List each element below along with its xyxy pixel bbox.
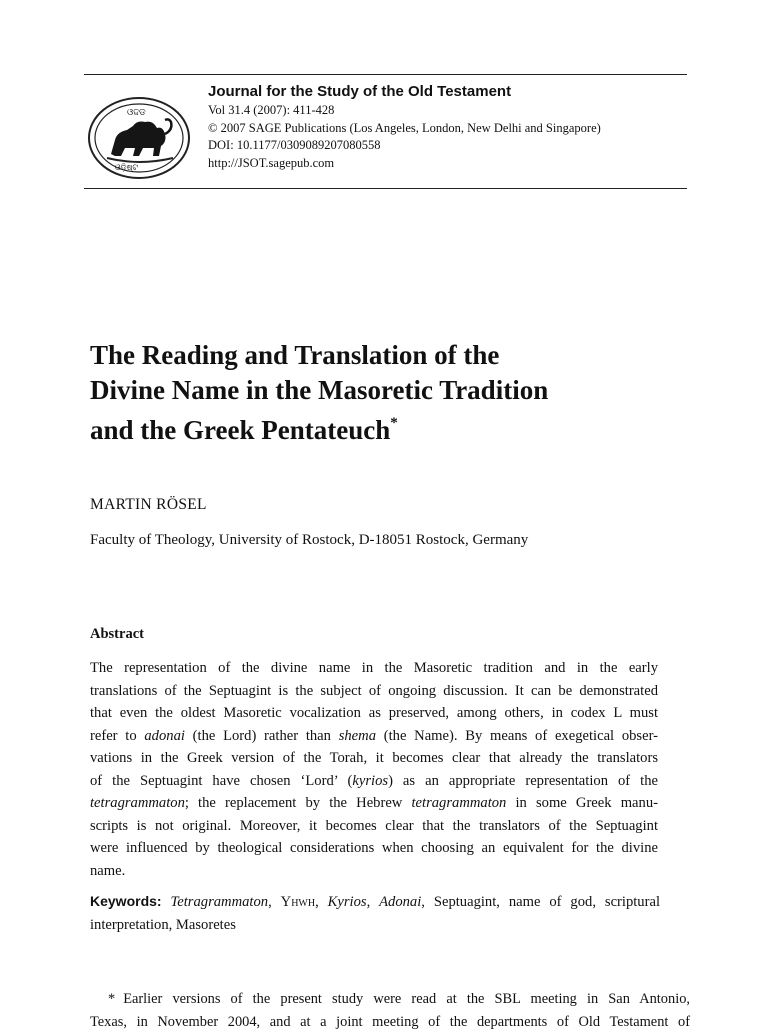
article-title <box>90 338 690 448</box>
journal-url[interactable]: http://JSOT.sagepub.com <box>208 155 335 170</box>
title-footnote-mark[interactable]: * <box>390 415 398 431</box>
journal-copyright: © 2007 SAGE Publications (Los Angeles, London, New Delhi and Singapore) <box>208 120 601 135</box>
header-bottom-rule <box>84 188 687 189</box>
header-top-rule <box>84 74 687 75</box>
author-affiliation: Faculty of Theology, University of Rostock, D-18051 Rostock, Germany <box>90 532 529 548</box>
lion-seal-logo <box>87 96 191 180</box>
term-tetragrammaton: tetragrammaton <box>411 795 507 811</box>
abstract-body <box>90 657 658 882</box>
keywords-line: interpretation, Masoretes <box>90 916 236 933</box>
footnote-mark: * <box>108 991 116 1007</box>
title-line-2: Divine Name in the Masoretic Tradition <box>90 375 549 405</box>
term-adonai: adonai <box>144 727 185 744</box>
abstract-line: that even the oldest Masoretic vocalization as preserved, among others, in codex L must <box>90 705 658 721</box>
seal-inscription-bottom: ଓଡ଼ିଷ୍ଟ <box>115 163 138 172</box>
author-name: MARTIN RÖSEL <box>90 496 207 513</box>
abstract-line: The representation of the divine name in the Masoretic tradition and in the early <box>90 660 658 676</box>
keyword: Adonai <box>379 894 422 910</box>
journal-title: Journal for the Study of the Old Testament <box>208 83 512 100</box>
abstract-line: name. <box>90 862 126 879</box>
keywords-label: Keywords: <box>90 893 162 909</box>
seal-inscription-top: ଓଦ୍ଦଡ <box>127 108 146 118</box>
term-tetragrammaton: tetragrammaton <box>90 795 185 811</box>
journal-header <box>208 82 688 172</box>
journal-volume: Vol 31.4 (2007): 411-428 <box>208 103 335 117</box>
keyword: Septuagint, name of god, scriptural <box>433 894 660 910</box>
abstract-line: refer to adonai (the Lord) rather than shema (the Name). By means of exegetical obser- <box>90 727 659 744</box>
keyword: Yhwh <box>280 894 316 910</box>
title-line-3: and the Greek Pentateuch <box>90 415 391 445</box>
keywords <box>90 890 660 936</box>
title-line-1: The Reading and Translation of the <box>90 340 500 370</box>
footnote-line: * Earlier versions of the present study were read at the SBL meeting in San Antonio, <box>90 988 690 1011</box>
keyword: Kyrios <box>327 894 367 910</box>
abstract-line: vations in the Greek version of the Torah, it becomes clear that already the translators <box>90 750 658 766</box>
abstract-line: of the Septuagint have chosen ‘Lord’ (kyrios) as an appropriate representation of the <box>90 772 658 789</box>
abstract-line: tetragrammaton; the replacement by the Hebrew tetragrammaton in some Greek manu- <box>90 795 658 811</box>
term-kyrios: kyrios <box>352 772 389 789</box>
abstract-heading: Abstract <box>90 626 144 642</box>
footnote-line: Texas, in November 2004, and at a joint meeting of the departments of Old Testament of <box>90 1014 690 1030</box>
journal-doi: DOI: 10.1177/0309089207080558 <box>208 138 381 152</box>
footnote <box>90 988 690 1034</box>
abstract-line: translations of the Septuagint is the subject of ongoing discussion. It can be demonstrated <box>90 682 658 699</box>
keyword: Tetragrammaton <box>170 894 269 910</box>
abstract-line: were influenced by theological considerations when choosing an equivalent for the divine <box>90 840 658 856</box>
term-shema: shema <box>338 727 376 744</box>
keywords-line: Keywords: Tetragrammaton, Yhwh, Kyrios, Adonai, Septuagint, name of god, scriptural <box>90 893 660 910</box>
abstract-line: scripts is not original. Moreover, it becomes clear that the translators of the Septuagint <box>90 817 658 834</box>
